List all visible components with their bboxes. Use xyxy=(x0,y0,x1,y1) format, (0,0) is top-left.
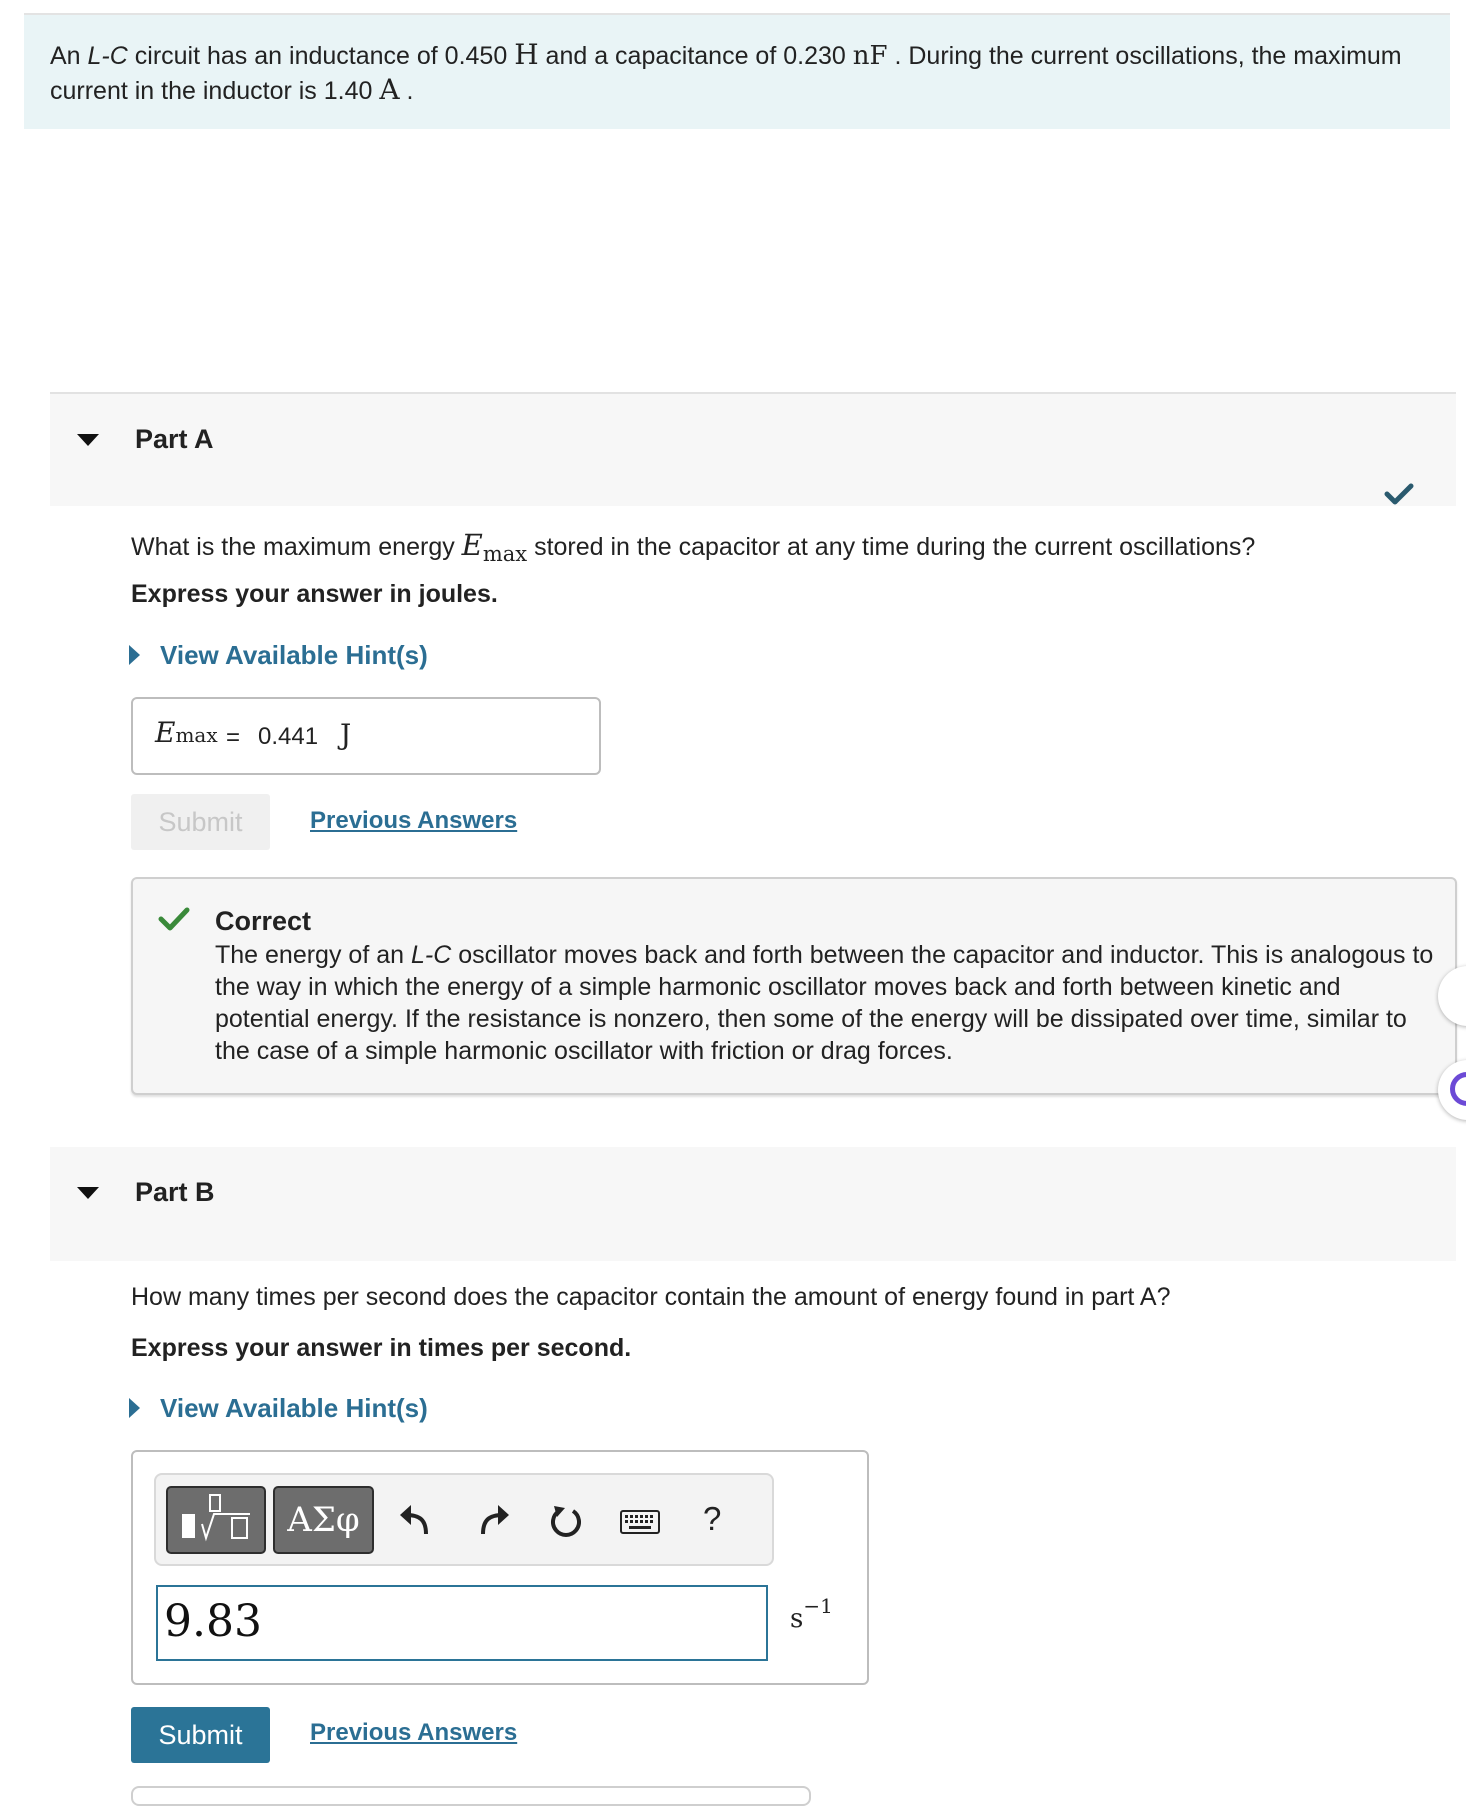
completed-check-icon xyxy=(1384,482,1414,506)
templates-button[interactable] xyxy=(166,1486,266,1554)
templates-icon xyxy=(168,1488,264,1552)
next-panel-edge xyxy=(131,1786,811,1806)
correct-check-icon xyxy=(158,906,190,932)
answer-value: 0.441 xyxy=(258,723,319,750)
submit-button[interactable]: Submit xyxy=(131,1707,270,1763)
help-button[interactable]: ? xyxy=(703,1500,722,1537)
feedback-title: Correct xyxy=(215,906,312,936)
equals-sign: = xyxy=(226,724,241,751)
submit-button-disabled: Submit xyxy=(131,794,270,850)
answer-input[interactable]: 9.83 xyxy=(156,1585,768,1661)
part-b-instruction: Express your answer in times per second. xyxy=(131,1334,632,1362)
part-b-title: Part B xyxy=(135,1177,215,1207)
problem-intro-text: An L-C circuit has an inductance of 0.450 H and a capacitance of 0.230 nF . During the current oscillations, the maximum current in the inductor is 1.40 A . xyxy=(50,38,1402,106)
reset-icon[interactable] xyxy=(548,1502,584,1540)
undo-icon[interactable] xyxy=(398,1502,434,1538)
answer-variable-label: Emax xyxy=(155,716,218,749)
previous-answers-link[interactable]: Previous Answers xyxy=(310,1719,518,1746)
part-b-hint-toggle[interactable]: View Available Hint(s) xyxy=(129,1393,428,1424)
feedback-body: The energy of an L-C oscillator moves back and forth between the capacitor and inductor. This is analogous to the way in which the energy of a simple harmonic oscillator moves back and forth between kinetic and potential energy. If the resistance is nonzero, then some of the energy will be dissipated over time, similar to the case of a simple harmonic oscillator with friction or drag forces. xyxy=(215,941,1434,1065)
part-a-instruction: Express your answer in joules. xyxy=(131,580,498,608)
assistant-icon xyxy=(1450,1072,1466,1106)
expand-caret-icon xyxy=(129,1398,140,1418)
part-a-header[interactable] xyxy=(50,392,1456,506)
redo-icon[interactable] xyxy=(475,1502,511,1538)
greek-symbols-button[interactable]: ΑΣφ xyxy=(273,1486,374,1554)
previous-answers-link[interactable]: Previous Answers xyxy=(310,807,518,834)
part-a-title: Part A xyxy=(135,424,214,454)
collapse-caret-icon[interactable] xyxy=(77,434,99,446)
expand-caret-icon xyxy=(129,645,140,665)
part-a-hint-toggle[interactable]: View Available Hint(s) xyxy=(129,640,428,671)
part-b-header[interactable] xyxy=(50,1147,1456,1261)
collapse-caret-icon[interactable] xyxy=(77,1187,99,1199)
answer-unit: J xyxy=(340,718,352,751)
answer-unit: $s^{-1}$ xyxy=(790,1594,833,1634)
keyboard-icon[interactable] xyxy=(620,1510,660,1534)
part-b-question: How many times per second does the capacitor contain the amount of energy found in part A? xyxy=(131,1283,1171,1311)
part-a-question: What is the maximum energy $E_{max}$ stored in the capacitor at any time during the current oscillations? xyxy=(131,528,1256,566)
